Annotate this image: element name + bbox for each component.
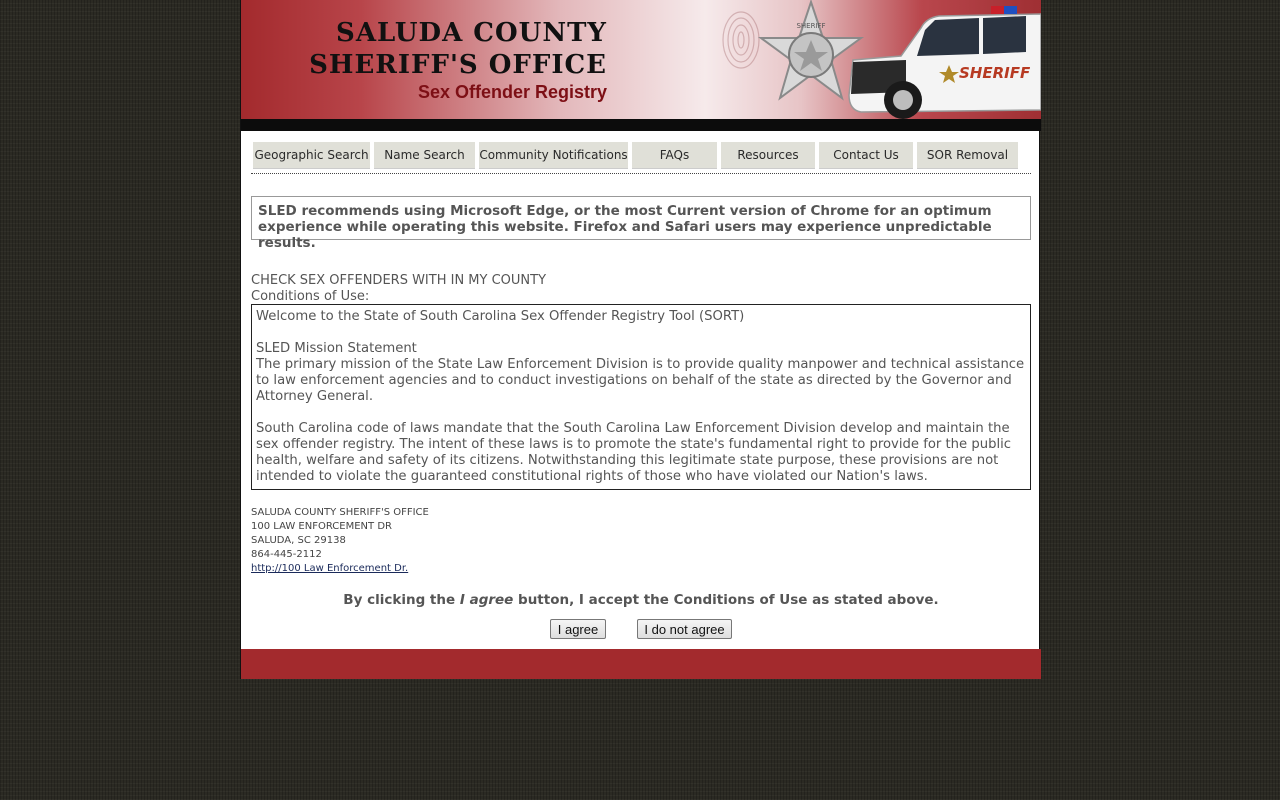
nav-resources[interactable]: Resources: [721, 142, 815, 169]
header-divider: [241, 119, 1041, 131]
conditions-label: Conditions of Use:: [251, 289, 370, 304]
address-phone: 864-445-2112: [251, 549, 322, 560]
terms-mission-heading: SLED Mission Statement: [256, 341, 417, 356]
sheriff-badge-and-vehicle-image: [721, 0, 1041, 120]
nav-contact-us[interactable]: Contact Us: [819, 142, 913, 169]
header-subtitle: Sex Offender Registry: [417, 82, 607, 102]
footer-bar: [241, 649, 1041, 679]
address-name: SALUDA COUNTY SHERIFF'S OFFICE: [251, 507, 429, 518]
agreement-text-emphasis: I agree: [459, 592, 514, 608]
disagree-button[interactable]: I do not agree: [637, 619, 732, 639]
address-street: 100 LAW ENFORCEMENT DR: [251, 521, 392, 532]
conditions-of-use-box[interactable]: [251, 304, 1031, 490]
svg-text:SHERIFF: SHERIFF: [796, 22, 826, 30]
browser-notice: SLED recommends using Microsoft Edge, or the most Current version of Chrome for an optimum experience while operating this website. Firefox and Safari users may experience unpredictable results.: [251, 196, 1031, 240]
agree-button[interactable]: I agree: [550, 619, 606, 639]
agreement-text-before: By clicking the: [343, 592, 460, 608]
nav-faqs[interactable]: FAQs: [632, 142, 717, 169]
terms-welcome: Welcome to the State of South Carolina Sex Offender Registry Tool (SORT): [256, 309, 745, 324]
terms-laws-text: South Carolina code of laws mandate that the South Carolina Law Enforcement Division develop and maintain the sex offender registry. The intent of these laws is to promote the state's fundamental right to provide for the public health, welfare and safety of its citizens. Notwithstanding this legitimate state purpose, these provisions are not intended to violate the guaranteed constitutional rights of those who have violated our Nation's laws.: [256, 421, 1012, 484]
address-city: SALUDA, SC 29138: [251, 535, 346, 546]
header-banner: [241, 0, 1041, 120]
header-title-line2: SHERIFF'S OFFICE: [309, 50, 607, 80]
agreement-statement: [241, 592, 1041, 608]
agreement-text-after: button, I accept the Conditions of Use as stated above.: [513, 592, 939, 608]
office-address: [251, 506, 429, 576]
nav-geographic-search[interactable]: Geographic Search: [253, 142, 370, 169]
nav-divider: [251, 173, 1031, 174]
nav-name-search[interactable]: Name Search: [374, 142, 475, 169]
sheriff-star-icon: [761, 2, 861, 98]
sheriff-vehicle-icon: [849, 6, 1041, 119]
nav-sor-removal[interactable]: SOR Removal: [917, 142, 1018, 169]
header-title-line1: SALUDA COUNTY: [336, 18, 607, 48]
section-heading: CHECK SEX OFFENDERS WITH IN MY COUNTY: [251, 273, 547, 288]
nav-community-notifications[interactable]: Community Notifications: [479, 142, 628, 169]
terms-mission-text: The primary mission of the State Law Enforcement Division is to provide quality manpower and technical assistance to law enforcement agencies and to conduct investigations on behalf of the state as directed by the Governor and Attorney General.: [256, 357, 1025, 404]
address-link[interactable]: http://100 Law Enforcement Dr.: [251, 563, 409, 574]
svg-text:SHERIFF: SHERIFF: [959, 64, 1031, 82]
page-container: [240, 0, 1040, 679]
